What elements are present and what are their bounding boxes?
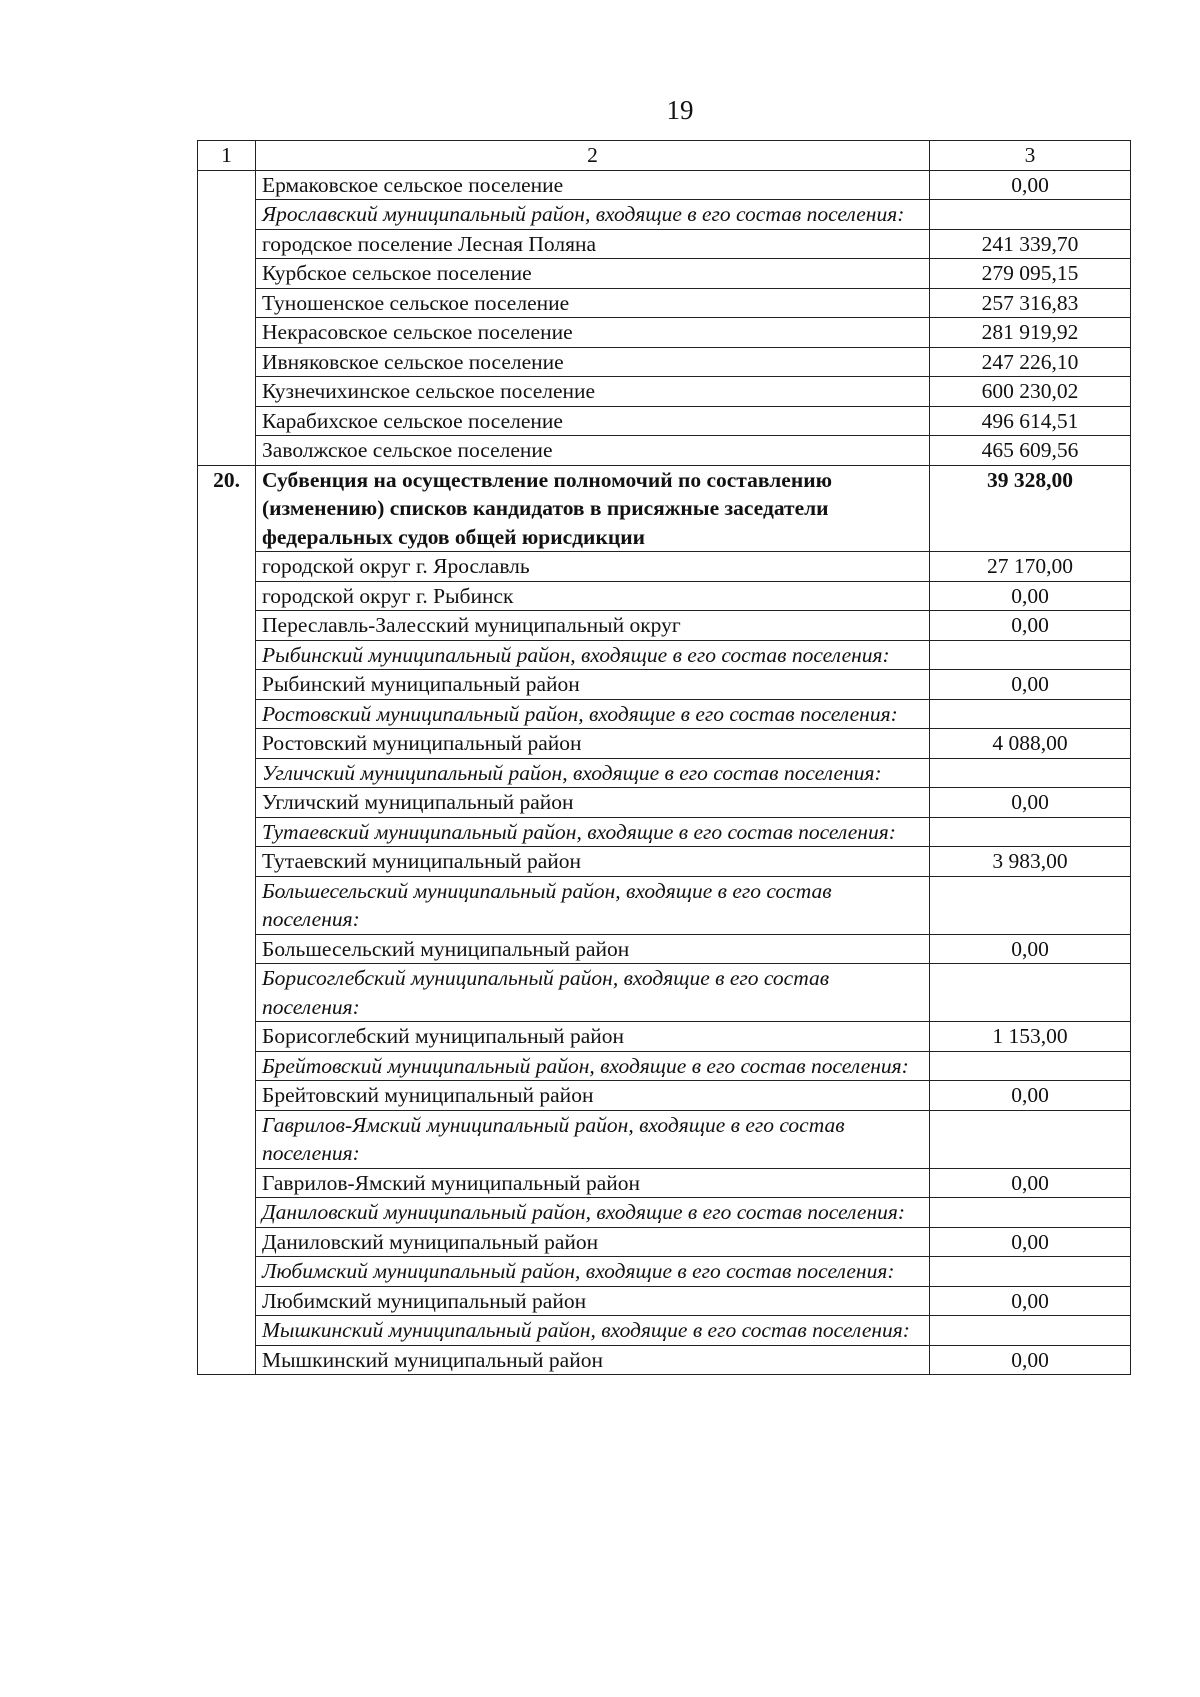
table-row bbox=[198, 758, 1131, 788]
amount-cell: 4 088,00 bbox=[930, 729, 1131, 759]
row-number-cell bbox=[198, 552, 256, 582]
amount-cell: 0,00 bbox=[930, 670, 1131, 700]
row-number-cell bbox=[198, 347, 256, 377]
municipality-name: городское поселение Лесная Поляна bbox=[256, 229, 930, 259]
row-number-cell bbox=[198, 436, 256, 466]
table-row bbox=[198, 1022, 1131, 1052]
amount-cell bbox=[930, 200, 1131, 230]
amount-cell: 0,00 bbox=[930, 581, 1131, 611]
amount-cell: 257 316,83 bbox=[930, 288, 1131, 318]
table-row bbox=[198, 1286, 1131, 1316]
table-row bbox=[198, 876, 1131, 934]
row-number-cell bbox=[198, 847, 256, 877]
subvention-title: Субвенция на осуществление полномочий по составлению (изменению) списков кандидатов в присяжные заседатели федеральных судов общей юрисдикции bbox=[256, 465, 930, 552]
row-number-cell bbox=[198, 1286, 256, 1316]
table-row bbox=[198, 729, 1131, 759]
table-row bbox=[198, 1081, 1131, 1111]
amount-cell bbox=[930, 1257, 1131, 1287]
row-number-cell bbox=[198, 640, 256, 670]
municipality-name: городской округ г. Рыбинск bbox=[256, 581, 930, 611]
row-number-cell bbox=[198, 1198, 256, 1228]
district-group-label: Ростовский муниципальный район, входящие в его состав поселения: bbox=[256, 699, 930, 729]
header-col-1: 1 bbox=[198, 141, 256, 171]
municipality-name: Даниловский муниципальный район bbox=[256, 1227, 930, 1257]
table-row bbox=[198, 347, 1131, 377]
municipality-name: Ивняковское сельское поселение bbox=[256, 347, 930, 377]
row-number-cell bbox=[198, 288, 256, 318]
district-group-label: Ярославский муниципальный район, входящие в его состав поселения: bbox=[256, 200, 930, 230]
row-number-cell bbox=[198, 229, 256, 259]
row-number-cell bbox=[198, 964, 256, 1022]
amount-cell: 0,00 bbox=[930, 1168, 1131, 1198]
row-number-cell bbox=[198, 1227, 256, 1257]
municipality-name: Гаврилов-Ямский муниципальный район bbox=[256, 1168, 930, 1198]
amount-cell bbox=[930, 640, 1131, 670]
table-row bbox=[198, 611, 1131, 641]
row-number-cell bbox=[198, 1345, 256, 1375]
table-row bbox=[198, 1345, 1131, 1375]
table-row bbox=[198, 934, 1131, 964]
table-row bbox=[198, 318, 1131, 348]
amount-cell: 0,00 bbox=[930, 1081, 1131, 1111]
table-row bbox=[198, 964, 1131, 1022]
table-row bbox=[198, 1168, 1131, 1198]
amount-cell: 600 230,02 bbox=[930, 377, 1131, 407]
amount-cell: 0,00 bbox=[930, 1286, 1131, 1316]
row-number-cell bbox=[198, 1257, 256, 1287]
table-row bbox=[198, 1051, 1131, 1081]
district-group-label: Гаврилов-Ямский муниципальный район, входящие в его состав поселения: bbox=[256, 1110, 930, 1168]
municipality-name: городской округ г. Ярославль bbox=[256, 552, 930, 582]
row-number-cell bbox=[198, 1168, 256, 1198]
municipality-name: Тутаевский муниципальный район bbox=[256, 847, 930, 877]
municipality-name: Кузнечихинское сельское поселение bbox=[256, 377, 930, 407]
amount-cell: 0,00 bbox=[930, 1345, 1131, 1375]
table-row bbox=[198, 1316, 1131, 1346]
table-row bbox=[198, 436, 1131, 466]
municipality-name: Туношенское сельское поселение bbox=[256, 288, 930, 318]
municipality-name: Угличский муниципальный район bbox=[256, 788, 930, 818]
table-row bbox=[198, 640, 1131, 670]
header-col-2: 2 bbox=[256, 141, 930, 171]
table-row bbox=[198, 847, 1131, 877]
amount-cell bbox=[930, 1110, 1131, 1168]
table-row bbox=[198, 465, 1131, 552]
page-number: 19 bbox=[666, 95, 694, 125]
amount-cell bbox=[930, 1051, 1131, 1081]
amount-cell bbox=[930, 817, 1131, 847]
amount-cell: 281 919,92 bbox=[930, 318, 1131, 348]
table-row bbox=[198, 1257, 1131, 1287]
subvention-table bbox=[197, 140, 1131, 1375]
amount-cell: 0,00 bbox=[930, 934, 1131, 964]
row-number-cell bbox=[198, 200, 256, 230]
municipality-name: Переславль-Залесский муниципальный округ bbox=[256, 611, 930, 641]
amount-cell: 496 614,51 bbox=[930, 406, 1131, 436]
municipality-name: Заволжское сельское поселение bbox=[256, 436, 930, 466]
table-row bbox=[198, 259, 1131, 289]
municipality-name: Рыбинский муниципальный район bbox=[256, 670, 930, 700]
amount-cell: 0,00 bbox=[930, 611, 1131, 641]
table-row bbox=[198, 200, 1131, 230]
amount-cell: 0,00 bbox=[930, 1227, 1131, 1257]
district-group-label: Брейтовский муниципальный район, входящие в его состав поселения: bbox=[256, 1051, 930, 1081]
amount-cell: 241 339,70 bbox=[930, 229, 1131, 259]
municipality-name: Карабихское сельское поселение bbox=[256, 406, 930, 436]
table-header-row bbox=[198, 141, 1131, 171]
row-number-cell bbox=[198, 170, 256, 200]
amount-cell bbox=[930, 1198, 1131, 1228]
amount-cell bbox=[930, 699, 1131, 729]
amount-cell: 0,00 bbox=[930, 170, 1131, 200]
table-row bbox=[198, 552, 1131, 582]
row-number-cell bbox=[198, 817, 256, 847]
amount-cell bbox=[930, 1316, 1131, 1346]
district-group-label: Даниловский муниципальный район, входящие в его состав поселения: bbox=[256, 1198, 930, 1228]
municipality-name: Ермаковское сельское поселение bbox=[256, 170, 930, 200]
table-row bbox=[198, 1110, 1131, 1168]
municipality-name: Борисоглебский муниципальный район bbox=[256, 1022, 930, 1052]
row-number-cell bbox=[198, 788, 256, 818]
row-number-cell bbox=[198, 611, 256, 641]
district-group-label: Борисоглебский муниципальный район, входящие в его состав поселения: bbox=[256, 964, 930, 1022]
row-number-cell bbox=[198, 259, 256, 289]
amount-cell: 1 153,00 bbox=[930, 1022, 1131, 1052]
amount-cell: 0,00 bbox=[930, 788, 1131, 818]
municipality-name: Брейтовский муниципальный район bbox=[256, 1081, 930, 1111]
table-row bbox=[198, 406, 1131, 436]
row-number-cell bbox=[198, 876, 256, 934]
row-number-cell: 20. bbox=[198, 465, 256, 552]
district-group-label: Мышкинский муниципальный район, входящие в его состав поселения: bbox=[256, 1316, 930, 1346]
table-row bbox=[198, 1227, 1131, 1257]
table-row bbox=[198, 377, 1131, 407]
row-number-cell bbox=[198, 377, 256, 407]
table-row bbox=[198, 817, 1131, 847]
row-number-cell bbox=[198, 1316, 256, 1346]
row-number-cell bbox=[198, 1051, 256, 1081]
municipality-name: Курбское сельское поселение bbox=[256, 259, 930, 289]
table-row bbox=[198, 670, 1131, 700]
municipality-name: Ростовский муниципальный район bbox=[256, 729, 930, 759]
amount-cell bbox=[930, 758, 1131, 788]
municipality-name: Некрасовское сельское поселение bbox=[256, 318, 930, 348]
row-number-cell bbox=[198, 670, 256, 700]
row-number-cell bbox=[198, 758, 256, 788]
amount-cell: 247 226,10 bbox=[930, 347, 1131, 377]
table-row bbox=[198, 288, 1131, 318]
amount-cell bbox=[930, 876, 1131, 934]
row-number-cell bbox=[198, 581, 256, 611]
district-group-label: Тутаевский муниципальный район, входящие в его состав поселения: bbox=[256, 817, 930, 847]
table-row bbox=[198, 229, 1131, 259]
row-number-cell bbox=[198, 934, 256, 964]
amount-cell bbox=[930, 964, 1131, 1022]
row-number-cell bbox=[198, 1110, 256, 1168]
district-group-label: Любимский муниципальный район, входящие в его состав поселения: bbox=[256, 1257, 930, 1287]
district-group-label: Рыбинский муниципальный район, входящие в его состав поселения: bbox=[256, 640, 930, 670]
district-group-label: Угличский муниципальный район, входящие в его состав поселения: bbox=[256, 758, 930, 788]
municipality-name: Мышкинский муниципальный район bbox=[256, 1345, 930, 1375]
district-group-label: Большесельский муниципальный район, входящие в его состав поселения: bbox=[256, 876, 930, 934]
table-row bbox=[198, 788, 1131, 818]
header-col-3: 3 bbox=[930, 141, 1131, 171]
table-row bbox=[198, 1198, 1131, 1228]
amount-cell: 279 095,15 bbox=[930, 259, 1131, 289]
municipality-name: Любимский муниципальный район bbox=[256, 1286, 930, 1316]
amount-cell: 3 983,00 bbox=[930, 847, 1131, 877]
amount-cell: 465 609,56 bbox=[930, 436, 1131, 466]
amount-cell: 39 328,00 bbox=[930, 465, 1131, 552]
table-row bbox=[198, 581, 1131, 611]
row-number-cell bbox=[198, 699, 256, 729]
row-number-cell bbox=[198, 318, 256, 348]
table-row bbox=[198, 170, 1131, 200]
row-number-cell bbox=[198, 1022, 256, 1052]
row-number-cell bbox=[198, 1081, 256, 1111]
municipality-name: Большесельский муниципальный район bbox=[256, 934, 930, 964]
row-number-cell bbox=[198, 729, 256, 759]
row-number-cell bbox=[198, 406, 256, 436]
table-row bbox=[198, 699, 1131, 729]
table-body bbox=[198, 170, 1131, 1375]
amount-cell: 27 170,00 bbox=[930, 552, 1131, 582]
